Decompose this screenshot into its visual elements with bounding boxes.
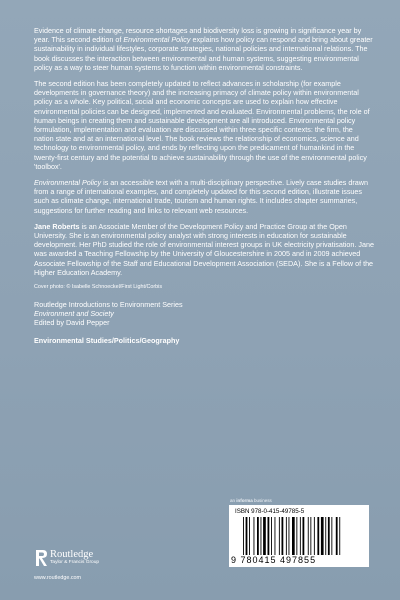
barcode (243, 517, 363, 555)
blurb-paragraph-3: Environmental Policy is an accessible text with a multi-disciplinary perspective. Lively case studies drawn from a range of international examples, and completely updated for this second edition, illustrate issues such as climate change, international trade, tourism and human rights. It includes chapter summaries, suggestions for further reading and links to relevant web resources. (34, 178, 368, 215)
cover-text (34, 26, 374, 345)
isbn-label: ISBN 978-0-415-49785-5 (235, 508, 305, 515)
cover-photo-credit: Cover photo: © Isabelle Schnoeckel/First Light/Corbis (34, 284, 163, 291)
publisher-note: an informa business (230, 498, 272, 503)
barcode-box (229, 505, 369, 567)
series-editor: Edited by David Pepper (34, 318, 110, 328)
barcode-digits: 9 780415 497855 (231, 555, 317, 565)
routledge-logo-icon (34, 549, 48, 567)
subject-categories: Environmental Studies/Politics/Geography (34, 335, 180, 345)
series-name: Routledge Introductions to Environment Series (34, 300, 183, 310)
series-info (34, 300, 374, 328)
publisher-group: Taylor & Francis Group (50, 560, 100, 565)
publisher-name: Routledge (50, 549, 94, 560)
publisher-url: www.routledge.com (34, 575, 82, 581)
blurb-paragraph-2: The second edition has been completely updated to reflect advances in scholarship (for example developments in governance theory) and the increasing primacy of climate policy within environmental policy as a whole. Key political, social and economic concepts are used to explain how effective environmental policies can be designed, implemented and evaluated. Environmental problems, the role of human beings in creating them and sustainable development are all introduced. Environmental policy formulation, implementation and evaluation are discussed within three specific contexts: the firm, the nation state and at an international level. The book reviews the relationship of economics, science and technology to environmental policy, and ends by reflecting upon the predicament of humankind in the twenty-first century and the potential to achieve sustainability through the use of the environmental policy 'toolbox'. (34, 79, 370, 171)
series-title: Environment and Society (34, 309, 114, 319)
blurb-paragraph-1: Evidence of climate change, resource shortages and biodiversity loss is growing in significance year by year. This second edition of Environmental Policy explains how policy can respond and bring about greater sustainability in individual lifestyles, corporate strategies, national policies and international relations. The book discusses the interaction between environmental and human systems, suggesting environmental policy as a way to steer human systems to function within environmental constraints. (34, 26, 373, 72)
author-bio: Jane Roberts is an Associate Member of the Development Policy and Practice Group at the Open University. She is an environmental policy analyst with strong interests in education for sustainable development. Her PhD studied the role of environmental interest groups in UK electricity privatisation. Jane was awarded a Teaching Fellowship by the University of Gloucestershire in 2005 and in 2009 achieved Associate Fellowship of the Staff and Educational Development Association (SEDA). She is a Fellow of the Higher Education Academy. (34, 221, 374, 277)
